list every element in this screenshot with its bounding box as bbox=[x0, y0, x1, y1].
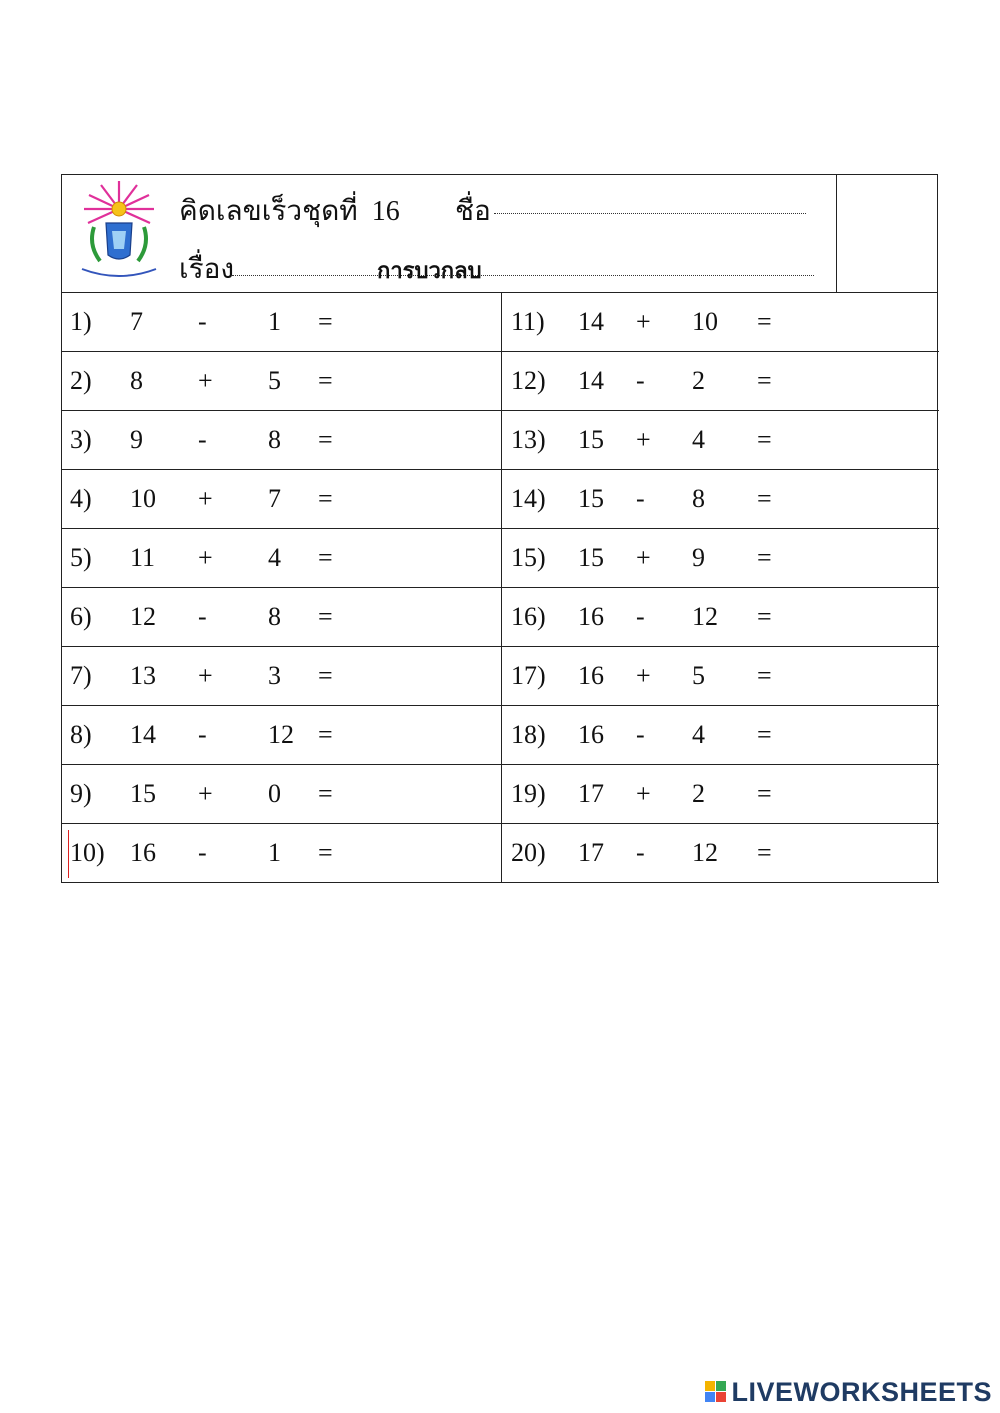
problem-grid bbox=[61, 293, 938, 883]
problem-number: 1) bbox=[70, 307, 92, 336]
problem-number: 17) bbox=[511, 661, 546, 690]
operator: + bbox=[198, 779, 213, 808]
answer-field[interactable] bbox=[352, 655, 482, 697]
problem-row bbox=[62, 824, 501, 883]
operator: + bbox=[636, 661, 651, 690]
equals-sign: = bbox=[318, 484, 333, 513]
answer-field[interactable] bbox=[792, 714, 922, 756]
problem-number: 3) bbox=[70, 425, 92, 454]
operand-b: 10 bbox=[692, 307, 718, 336]
operator: + bbox=[198, 366, 213, 395]
problem-row bbox=[62, 647, 501, 706]
operand-b: 3 bbox=[268, 661, 281, 690]
worksheet-title bbox=[179, 189, 400, 233]
equals-sign: = bbox=[757, 602, 772, 631]
operator: - bbox=[198, 602, 207, 631]
operand-b: 4 bbox=[268, 543, 281, 572]
operand-a: 13 bbox=[130, 661, 156, 690]
answer-field[interactable] bbox=[792, 773, 922, 815]
problem-number: 14) bbox=[511, 484, 546, 513]
equals-sign: = bbox=[757, 661, 772, 690]
answer-field[interactable] bbox=[792, 832, 922, 874]
operand-a: 14 bbox=[130, 720, 156, 749]
operand-b: 8 bbox=[692, 484, 705, 513]
answer-field[interactable] bbox=[792, 419, 922, 461]
problem-row bbox=[62, 352, 501, 411]
operand-b: 1 bbox=[268, 838, 281, 867]
operand-a: 10 bbox=[130, 484, 156, 513]
equals-sign: = bbox=[757, 720, 772, 749]
answer-field[interactable] bbox=[352, 478, 482, 520]
operand-a: 16 bbox=[578, 720, 604, 749]
worksheet-header bbox=[61, 174, 938, 293]
problem-number: 5) bbox=[70, 543, 92, 572]
operand-b: 1 bbox=[268, 307, 281, 336]
problem-row bbox=[501, 824, 939, 883]
problem-number: 12) bbox=[511, 366, 546, 395]
operand-a: 15 bbox=[578, 484, 604, 513]
problem-number: 11) bbox=[511, 307, 545, 336]
answer-field[interactable] bbox=[792, 537, 922, 579]
operator: + bbox=[198, 543, 213, 572]
problem-row bbox=[501, 706, 939, 765]
operator: + bbox=[636, 425, 651, 454]
problem-number: 4) bbox=[70, 484, 92, 513]
problem-number: 2) bbox=[70, 366, 92, 395]
operand-a: 17 bbox=[578, 779, 604, 808]
problem-row bbox=[501, 765, 939, 824]
subject-line bbox=[232, 275, 814, 276]
answer-field[interactable] bbox=[792, 596, 922, 638]
problem-number: 10) bbox=[70, 838, 105, 867]
operand-b: 0 bbox=[268, 779, 281, 808]
operand-b: 12 bbox=[692, 602, 718, 631]
equals-sign: = bbox=[757, 425, 772, 454]
answer-field[interactable] bbox=[792, 478, 922, 520]
problem-number: 8) bbox=[70, 720, 92, 749]
worksheet bbox=[61, 174, 938, 883]
equals-sign: = bbox=[318, 425, 333, 454]
operand-a: 8 bbox=[130, 366, 143, 395]
equals-sign: = bbox=[757, 307, 772, 336]
logo-square bbox=[716, 1381, 726, 1391]
operand-a: 9 bbox=[130, 425, 143, 454]
operand-a: 7 bbox=[130, 307, 143, 336]
equals-sign: = bbox=[318, 838, 333, 867]
subject-value: การบวกลบ bbox=[377, 258, 482, 283]
logo-square bbox=[705, 1392, 715, 1402]
operand-a: 14 bbox=[578, 366, 604, 395]
school-emblem-icon bbox=[76, 179, 162, 283]
operand-b: 7 bbox=[268, 484, 281, 513]
problem-row bbox=[62, 529, 501, 588]
subject-label: เรื่อง bbox=[179, 254, 235, 285]
operator: - bbox=[198, 838, 207, 867]
equals-sign: = bbox=[757, 838, 772, 867]
problem-row bbox=[62, 470, 501, 529]
problem-row bbox=[501, 293, 939, 352]
equals-sign: = bbox=[318, 779, 333, 808]
equals-sign: = bbox=[757, 366, 772, 395]
problem-row bbox=[501, 411, 939, 470]
operand-b: 2 bbox=[692, 366, 705, 395]
text-cursor bbox=[68, 830, 69, 878]
operand-b: 5 bbox=[692, 661, 705, 690]
operand-a: 17 bbox=[578, 838, 604, 867]
problem-number: 19) bbox=[511, 779, 546, 808]
operand-b: 2 bbox=[692, 779, 705, 808]
operator: - bbox=[198, 720, 207, 749]
operator: + bbox=[636, 779, 651, 808]
problem-row bbox=[62, 411, 501, 470]
operator: + bbox=[198, 661, 213, 690]
operand-b: 12 bbox=[692, 838, 718, 867]
operand-a: 15 bbox=[130, 779, 156, 808]
answer-field[interactable] bbox=[352, 419, 482, 461]
problem-number: 16) bbox=[511, 602, 546, 631]
operand-a: 11 bbox=[130, 543, 156, 572]
problem-row bbox=[62, 588, 501, 647]
operator: - bbox=[636, 366, 645, 395]
equals-sign: = bbox=[318, 602, 333, 631]
problem-row bbox=[501, 470, 939, 529]
operand-a: 15 bbox=[578, 543, 604, 572]
operand-a: 16 bbox=[578, 602, 604, 631]
operand-b: 4 bbox=[692, 425, 705, 454]
problem-row bbox=[62, 293, 501, 352]
answer-field[interactable] bbox=[352, 301, 482, 343]
problem-number: 9) bbox=[70, 779, 92, 808]
problem-row bbox=[501, 588, 939, 647]
operator: - bbox=[636, 602, 645, 631]
name-label: ชื่อ bbox=[455, 196, 491, 227]
problem-number: 7) bbox=[70, 661, 92, 690]
equals-sign: = bbox=[757, 543, 772, 572]
equals-sign: = bbox=[318, 543, 333, 572]
equals-sign: = bbox=[318, 661, 333, 690]
answer-field[interactable] bbox=[352, 537, 482, 579]
equals-sign: = bbox=[757, 484, 772, 513]
answer-field[interactable] bbox=[352, 714, 482, 756]
operand-b: 8 bbox=[268, 602, 281, 631]
answer-field[interactable] bbox=[352, 596, 482, 638]
operand-a: 14 bbox=[578, 307, 604, 336]
answer-field[interactable] bbox=[352, 832, 482, 874]
operator: - bbox=[636, 838, 645, 867]
brand-text: LIVEWORKSHEETS bbox=[731, 1376, 992, 1407]
operand-b: 5 bbox=[268, 366, 281, 395]
logo-square bbox=[705, 1381, 715, 1391]
operand-b: 12 bbox=[268, 720, 294, 749]
problem-number: 18) bbox=[511, 720, 546, 749]
operator: + bbox=[198, 484, 213, 513]
problem-number: 6) bbox=[70, 602, 92, 631]
operator: + bbox=[636, 543, 651, 572]
logo-square bbox=[716, 1392, 726, 1402]
operand-a: 12 bbox=[130, 602, 156, 631]
operator: + bbox=[636, 307, 651, 336]
operator: - bbox=[198, 425, 207, 454]
answer-field[interactable] bbox=[792, 301, 922, 343]
answer-field[interactable] bbox=[792, 360, 922, 402]
answer-field[interactable] bbox=[792, 655, 922, 697]
title-text: คิดเลขเร็วชุดที่ bbox=[179, 196, 358, 227]
problem-number: 20) bbox=[511, 838, 546, 867]
operand-b: 8 bbox=[268, 425, 281, 454]
liveworksheets-logo-icon bbox=[705, 1381, 727, 1403]
equals-sign: = bbox=[757, 779, 772, 808]
set-number: 16 bbox=[371, 196, 400, 227]
answer-field[interactable] bbox=[352, 773, 482, 815]
operand-b: 4 bbox=[692, 720, 705, 749]
name-input-line[interactable] bbox=[494, 213, 806, 214]
liveworksheets-brand bbox=[705, 1376, 992, 1408]
operator: - bbox=[198, 307, 207, 336]
equals-sign: = bbox=[318, 720, 333, 749]
operator: - bbox=[636, 484, 645, 513]
problem-row bbox=[501, 352, 939, 411]
score-box bbox=[836, 175, 937, 293]
operand-a: 16 bbox=[130, 838, 156, 867]
operand-b: 9 bbox=[692, 543, 705, 572]
equals-sign: = bbox=[318, 366, 333, 395]
problem-number: 15) bbox=[511, 543, 546, 572]
problem-row bbox=[501, 529, 939, 588]
operator: - bbox=[636, 720, 645, 749]
problem-row bbox=[501, 647, 939, 706]
problem-row bbox=[62, 765, 501, 824]
answer-field[interactable] bbox=[352, 360, 482, 402]
problem-row bbox=[62, 706, 501, 765]
operand-a: 16 bbox=[578, 661, 604, 690]
equals-sign: = bbox=[318, 307, 333, 336]
problem-number: 13) bbox=[511, 425, 546, 454]
operand-a: 15 bbox=[578, 425, 604, 454]
